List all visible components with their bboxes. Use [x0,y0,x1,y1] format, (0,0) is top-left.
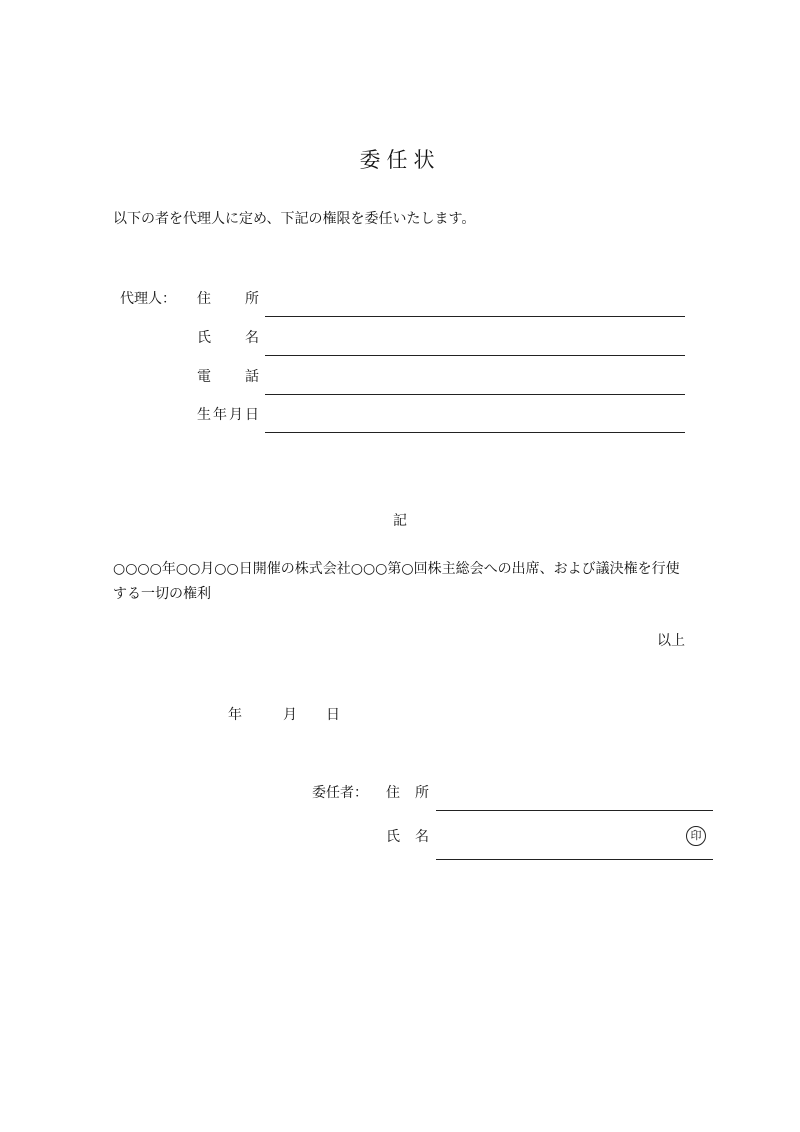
document-title: 委任状 [359,148,441,172]
principal-name-char-1: 氏 [386,829,400,845]
principal-name-label [386,826,429,846]
agent-phone-line[interactable] [265,394,685,395]
date-day-label: 日 [326,707,340,723]
date-year-label: 年 [228,707,242,723]
closing-text: 以上 [657,633,685,649]
principal-address-label [386,782,429,802]
agent-birthdate-label: 生年月日 [197,407,261,423]
principal-name-line[interactable] [436,859,713,860]
record-body: ○○○○年○○月○○日開催の株式会社○○○第○回株主総会への出席、および議決権を行使する一切の権利 [113,561,680,602]
principal-address-char-1: 住 [386,785,400,801]
agent-name-label [197,327,259,347]
agent-address-line[interactable] [265,316,685,317]
date-month-label: 月 [283,707,297,723]
agent-phone-char-2: 話 [245,369,259,385]
principal-address-char-2: 所 [415,785,429,801]
principal-name-char-2: 名 [415,829,429,845]
agent-phone-char-1: 電 [197,369,211,385]
intro-text: 以下の者を代理人に定め、下記の権限を委任いたします。 [113,211,476,227]
agent-birthdate-line[interactable] [265,432,685,433]
principal-label: 委任者： [312,785,368,801]
seal-mark: 印 [686,826,706,846]
agent-phone-label [197,366,259,386]
agent-address-char-1: 住 [197,291,211,307]
record-heading: 記 [393,513,407,529]
agent-address-char-2: 所 [245,291,259,307]
agent-name-line[interactable] [265,355,685,356]
agent-name-char-2: 名 [245,330,259,346]
principal-address-line[interactable] [436,810,713,811]
agent-label: 代理人： [120,291,176,307]
agent-address-label [197,288,259,308]
agent-name-char-1: 氏 [197,330,211,346]
